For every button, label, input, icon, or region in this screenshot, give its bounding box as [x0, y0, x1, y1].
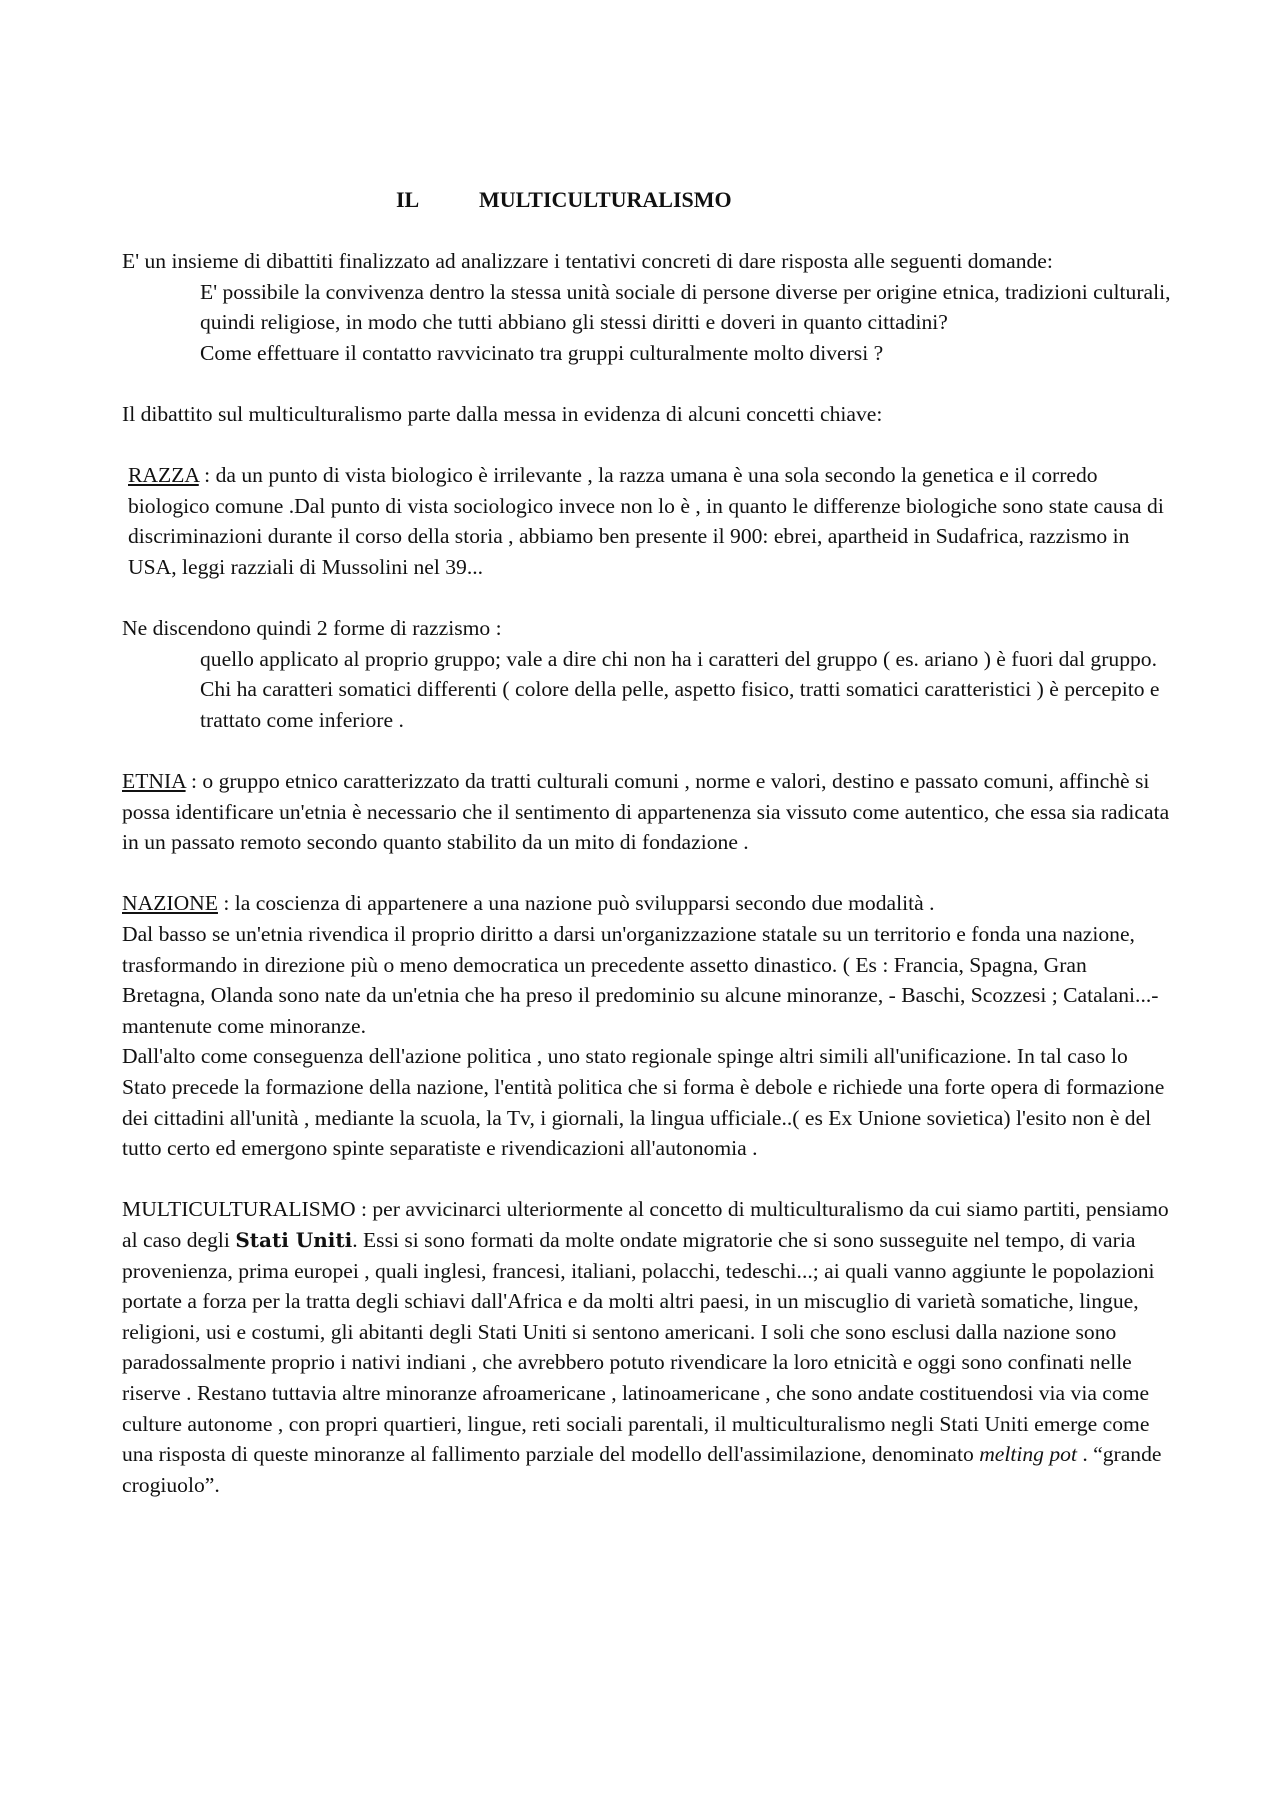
melting-pot-italic: melting pot — [979, 1442, 1077, 1467]
razzismo-form-1: quello applicato al proprio gruppo; vale a dire chi non ha i caratteri del gruppo ( es. ariano ) è fuori dal gruppo. — [200, 646, 1157, 671]
razza-term: RAZZA — [128, 463, 199, 488]
multiculturalismo-text-3: . “grande crogiuolo”. — [122, 1442, 1162, 1497]
etnia-text: : o gruppo etnico caratterizzato da tratti culturali comuni , norme e valori, destino e passato comuni, affinchè si possa identificare un'etnia è necessario che il sentimento di appartenenza sia vissuto come autentico, che essa sia radicata in un passato remoto secondo quanto stabilito da un mito di fondazione . — [122, 769, 1170, 855]
question-2: Come effettuare il contatto ravvicinato tra gruppi culturalmente molto diversi ? — [200, 340, 884, 365]
stati-uniti-bold: Stati Uniti — [235, 1228, 353, 1252]
razzismo-form-2: Chi ha caratteri somatici differenti ( colore della pelle, aspetto fisico, tratti somatici caratteristici ) è percepito e trattato come inferiore . — [200, 677, 1160, 732]
document-body — [122, 246, 1172, 1500]
multiculturalismo-paragraph — [122, 1194, 1172, 1500]
nazione-term: NAZIONE — [122, 891, 218, 916]
nazione-dal-basso: Dal basso se un'etnia rivendica il proprio diritto a darsi un'organizzazione statale su un territorio e fonda una nazione, trasformando in direzione più o meno democratica un precedente assetto dinastico. ( Es : Francia, Spagna, Gran Bretagna, Olanda sono nate da un'etnia che ha preso il predominio su alcune minoranze, - Baschi, Scozzesi ; Catalani...- mantenute come minoranze. — [122, 922, 1159, 1038]
multiculturalismo-text-1: MULTICULTURALISMO : per avvicinarci ulteriormente al concetto di multiculturalismo da cui siamo partiti, pensiamo al caso degli — [122, 1197, 1169, 1252]
nazione-text: : la coscienza di appartenere a una nazione può svilupparsi secondo due modalità . — [217, 891, 935, 916]
question-1: E' possibile la convivenza dentro la stessa unità sociale di persone diverse per origine etnica, tradizioni culturali, quindi religiose, in modo che tutti abbiano gli stessi diritti e doveri in quanto cittadini? — [200, 279, 1171, 335]
nazione-paragraph — [122, 888, 1172, 919]
etnia-term: ETNIA — [122, 769, 186, 794]
page-title — [0, 187, 1280, 217]
nazione-dall-alto: Dall'alto come conseguenza dell'azione politica , uno stato regionale spinge altri simili all'unificazione. In tal caso lo Stato precede la formazione della nazione, l'entità politica che si forma è debole e richiede una forte opera di formazione dei cittadini all'unità , mediante la scuola, la Tv, i giornali, la lingua ufficiale..( es Ex Unione sovietica) l'esito non è del tutto certo ed emergono spinte separatiste e rivendicazioni all'autonomia . — [122, 1044, 1165, 1161]
razza-text: : da un punto di vista biologico è irrilevante , la razza umana è una sola secondo la genetica e il corredo biologico comune .Dal punto di vista sociologico invece non lo è , in quanto le differenze biologiche sono state causa di discriminazioni durante il corso della storia , abbiamo ben presente il 900: ebrei, apartheid in Sudafrica, razzismo in USA, leggi razziali di Mussolini nel 39... — [128, 463, 1164, 579]
razza-paragraph — [122, 460, 1172, 582]
title-word-il: IL — [396, 187, 420, 212]
intro-paragraph: E' un insieme di dibattiti finalizzato ad analizzare i tentativi concreti di dare risposta alle seguenti domande: — [122, 249, 1053, 273]
multiculturalismo-text-2: . Essi si sono formati da molte ondate migratorie che si sono susseguite nel tempo, di varia provenienza, prima europei , quali inglesi, francesi, italiani, polacchi, tedeschi...; ai quali vanno aggiunte le popolazioni portate a forza per la tratta degli schiavi dall'Africa e da molti altri paesi, in un miscuglio di varietà somatiche, lingue, religioni, usi e costumi, gli abitanti degli Stati Uniti si sentono americani. I soli che sono esclusi dalla nazione sono paradossalmente proprio i nativi indiani , che avrebbero potuto rivendicare la loro etnicità e oggi sono confinati nelle riserve . Restano tuttavia altre minoranze afroamericane , latinoamericane , che sono andate costituendosi via via come culture autonome , con propri quartieri, lingue, reti sociali parentali, il multiculturalismo negli Stati Uniti emerge come una risposta di queste minoranze al fallimento parziale del modello dell'assimilazione, denominato — [122, 1228, 1155, 1467]
title-word-multiculturalismo: MULTICULTURALISMO — [479, 187, 732, 212]
etnia-paragraph — [122, 766, 1172, 858]
razzismo-intro: Ne discendono quindi 2 forme di razzismo : — [122, 616, 502, 641]
concepts-intro: Il dibattito sul multiculturalismo parte dalla messa in evidenza di alcuni concetti chiave: — [122, 401, 883, 426]
